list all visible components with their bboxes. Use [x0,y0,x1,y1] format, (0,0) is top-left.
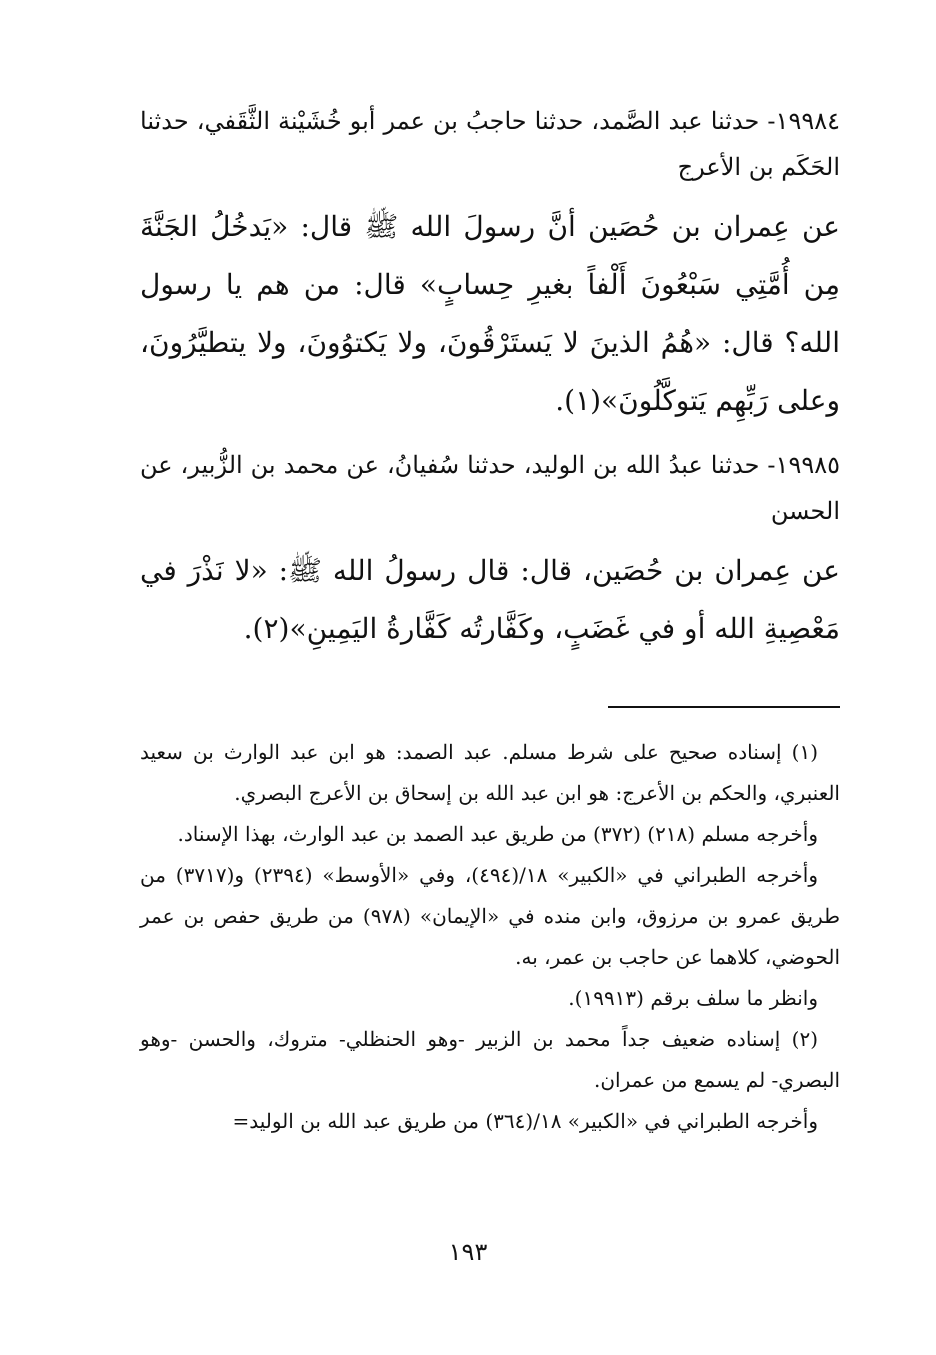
main-text [140,98,840,658]
footnote-1-paragraph-3: وأخرجه الطبراني في «الكبير» ١٨/(٤٩٤)، وفي «الأوسط» (٢٣٩٤) و(٣٧١٧) من طريق عمرو بن مرزوق، وابن منده في «الإيمان» (٩٧٨) من طريق حفص بن عمر الحوضي، كلاهما عن حاجب بن عمر، به. [140,863,840,969]
footnote-2: (٢) إسناده ضعيف جداً محمد بن الزبير -وهو الحنظلي- متروك، والحسن -وهو البصري- لم يسمع من عمران. [140,1027,840,1092]
hadith-19985-chain: ١٩٩٨٥- حدثنا عبدُ الله بن الوليد، حدثنا سُفيانُ، عن محمد بن الزُّبير، عن الحسن [140,451,840,525]
footnote-1: (١) إسناده صحيح على شرط مسلم. عبد الصمد: هو ابن عبد الوارث بن سعيد العنبري، والحكم بن الأعرج: هو ابن عبد الله بن إسحاق بن الأعرج البصري. [140,740,840,805]
footnote-2-paragraph-2: وأخرجه الطبراني في «الكبير» ١٨/(٣٦٤) من طريق عبد الله بن الوليد= [232,1109,818,1133]
hadith-19985-text: عن عِمران بن حُصَين، قال: قال رسولُ الله ﷺ: «لا نَذْرَ في مَعْصِيةِ الله أو في غَضَبٍ، وكَفَّارتُه كَفَّارةُ اليَمِينِ»(٢). [140,554,840,645]
page-number: ١٩٣ [448,1238,488,1266]
hadith-19984-text: عن عِمران بن حُصَين أنَّ رسولَ الله ﷺ قال: «يَدخُلُ الجَنَّةَ مِن أُمَّتِي سَبْعُونَ أَلْفاً بغيرِ حِسابٍ» قال: من هم يا رسول الله؟ قال: «هُمُ الذينَ لا يَستَرْقُونَ، ولا يَكتوُونَ، ولا يتطيَّرُونَ، وعلى رَبِّهِم يَتوكَّلُونَ»(١). [140,210,840,417]
hadith-19984-chain: ١٩٩٨٤- حدثنا عبد الصَّمد، حدثنا حاجبُ بن عمر أبو خُشَيْنة الثَّقَفي، حدثنا الحَكَم بن الأعرج [140,107,840,181]
footnote-1-paragraph-4: وانظر ما سلف برقم (١٩٩١٣). [568,986,818,1010]
footnotes [140,732,840,1142]
footnote-separator [608,706,840,708]
footnote-1-paragraph-2: وأخرجه مسلم (٢١٨) (٣٧٢) من طريق عبد الصمد بن عبد الوارث، بهذا الإسناد. [177,822,818,846]
